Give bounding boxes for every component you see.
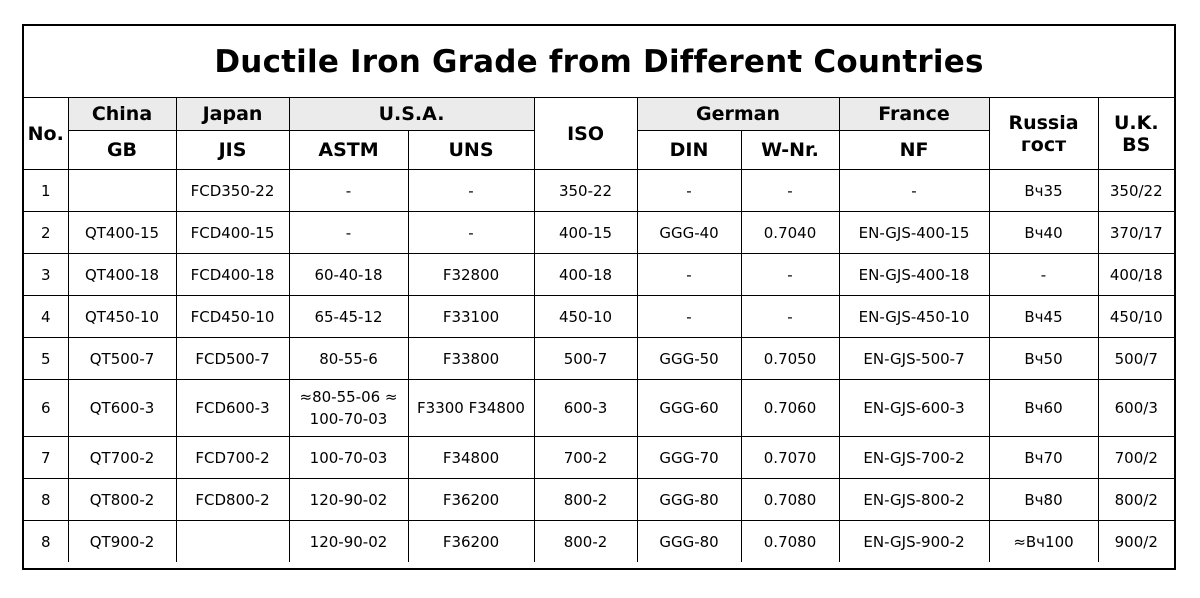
header-din: DIN xyxy=(637,131,741,170)
cell-din: GGG-50 xyxy=(637,338,741,380)
header-china: China xyxy=(68,98,176,131)
table-row xyxy=(24,380,1174,437)
cell-bs: 400/18 xyxy=(1098,254,1174,296)
cell-wnr: 0.7070 xyxy=(741,437,839,479)
cell-iso: 500-7 xyxy=(534,338,637,380)
cell-gost: Вч35 xyxy=(989,170,1098,212)
cell-uns: - xyxy=(408,212,534,254)
header-astm: ASTM xyxy=(289,131,408,170)
cell-iso: 800-2 xyxy=(534,479,637,521)
cell-gost: - xyxy=(989,254,1098,296)
cell-bs: 370/17 xyxy=(1098,212,1174,254)
cell-nf: - xyxy=(839,170,989,212)
cell-no: 7 xyxy=(24,437,68,479)
cell-jis xyxy=(176,521,289,563)
cell-astm: - xyxy=(289,212,408,254)
cell-gb xyxy=(68,170,176,212)
cell-jis: FCD400-18 xyxy=(176,254,289,296)
cell-din: GGG-70 xyxy=(637,437,741,479)
table-row xyxy=(24,479,1174,521)
table-row xyxy=(24,254,1174,296)
table-row xyxy=(24,212,1174,254)
header-gb: GB xyxy=(68,131,176,170)
cell-nf: EN-GJS-800-2 xyxy=(839,479,989,521)
cell-din: - xyxy=(637,296,741,338)
table-title: Ductile Iron Grade from Different Countries xyxy=(24,26,1174,98)
cell-wnr: - xyxy=(741,254,839,296)
cell-gb: QT900-2 xyxy=(68,521,176,563)
grade-table-frame xyxy=(22,24,1176,570)
cell-jis: FCD700-2 xyxy=(176,437,289,479)
cell-gost: ≈Вч100 xyxy=(989,521,1098,563)
cell-nf: EN-GJS-400-18 xyxy=(839,254,989,296)
cell-astm: 65-45-12 xyxy=(289,296,408,338)
cell-iso: 400-18 xyxy=(534,254,637,296)
cell-nf: EN-GJS-700-2 xyxy=(839,437,989,479)
cell-nf: EN-GJS-450-10 xyxy=(839,296,989,338)
header-usa: U.S.A. xyxy=(289,98,534,131)
cell-gost: Вч50 xyxy=(989,338,1098,380)
cell-astm: - xyxy=(289,170,408,212)
cell-bs: 700/2 xyxy=(1098,437,1174,479)
cell-nf: EN-GJS-900-2 xyxy=(839,521,989,563)
cell-uns: F34800 xyxy=(408,437,534,479)
cell-uns: F33800 xyxy=(408,338,534,380)
grade-table xyxy=(24,98,1174,562)
cell-iso: 400-15 xyxy=(534,212,637,254)
cell-wnr: 0.7040 xyxy=(741,212,839,254)
cell-astm: 60-40-18 xyxy=(289,254,408,296)
cell-no: 4 xyxy=(24,296,68,338)
table-row xyxy=(24,296,1174,338)
cell-din: - xyxy=(637,254,741,296)
cell-iso: 600-3 xyxy=(534,380,637,437)
cell-bs: 450/10 xyxy=(1098,296,1174,338)
cell-din: - xyxy=(637,170,741,212)
cell-gb: QT400-15 xyxy=(68,212,176,254)
cell-wnr: 0.7050 xyxy=(741,338,839,380)
header-iso: ISO xyxy=(534,98,637,170)
cell-din: GGG-40 xyxy=(637,212,741,254)
cell-iso: 350-22 xyxy=(534,170,637,212)
cell-wnr: 0.7080 xyxy=(741,521,839,563)
cell-gb: QT600-3 xyxy=(68,380,176,437)
cell-wnr: - xyxy=(741,296,839,338)
cell-din: GGG-80 xyxy=(637,521,741,563)
cell-astm: 120-90-02 xyxy=(289,479,408,521)
cell-gost: Вч60 xyxy=(989,380,1098,437)
header-row-countries xyxy=(24,98,1174,131)
cell-bs: 900/2 xyxy=(1098,521,1174,563)
cell-no: 1 xyxy=(24,170,68,212)
cell-wnr: 0.7080 xyxy=(741,479,839,521)
header-france: France xyxy=(839,98,989,131)
cell-gb: QT450-10 xyxy=(68,296,176,338)
cell-jis: FCD500-7 xyxy=(176,338,289,380)
cell-jis: FCD600-3 xyxy=(176,380,289,437)
header-german: German xyxy=(637,98,839,131)
header-uns: UNS xyxy=(408,131,534,170)
cell-jis: FCD350-22 xyxy=(176,170,289,212)
cell-no: 8 xyxy=(24,521,68,563)
table-row xyxy=(24,338,1174,380)
cell-wnr: - xyxy=(741,170,839,212)
header-uk: U.K. BS xyxy=(1098,98,1174,170)
cell-uns: F36200 xyxy=(408,479,534,521)
cell-gost: Вч80 xyxy=(989,479,1098,521)
cell-no: 6 xyxy=(24,380,68,437)
table-row xyxy=(24,170,1174,212)
header-nf: NF xyxy=(839,131,989,170)
cell-jis: FCD450-10 xyxy=(176,296,289,338)
cell-gost: Вч40 xyxy=(989,212,1098,254)
cell-gost: Вч70 xyxy=(989,437,1098,479)
header-jis: JIS xyxy=(176,131,289,170)
cell-no: 8 xyxy=(24,479,68,521)
cell-iso: 700-2 xyxy=(534,437,637,479)
header-no: No. xyxy=(24,98,68,170)
cell-iso: 800-2 xyxy=(534,521,637,563)
header-wnr: W-Nr. xyxy=(741,131,839,170)
table-row xyxy=(24,437,1174,479)
cell-nf: EN-GJS-500-7 xyxy=(839,338,989,380)
cell-astm: 120-90-02 xyxy=(289,521,408,563)
cell-uns: - xyxy=(408,170,534,212)
cell-nf: EN-GJS-600-3 xyxy=(839,380,989,437)
cell-bs: 350/22 xyxy=(1098,170,1174,212)
cell-din: GGG-60 xyxy=(637,380,741,437)
cell-nf: EN-GJS-400-15 xyxy=(839,212,989,254)
cell-gb: QT700-2 xyxy=(68,437,176,479)
cell-uns: F3300 F34800 xyxy=(408,380,534,437)
cell-jis: FCD400-15 xyxy=(176,212,289,254)
cell-din: GGG-80 xyxy=(637,479,741,521)
header-japan: Japan xyxy=(176,98,289,131)
cell-jis: FCD800-2 xyxy=(176,479,289,521)
cell-gost: Вч45 xyxy=(989,296,1098,338)
cell-no: 5 xyxy=(24,338,68,380)
cell-uns: F36200 xyxy=(408,521,534,563)
cell-uns: F32800 xyxy=(408,254,534,296)
cell-gb: QT500-7 xyxy=(68,338,176,380)
cell-astm: 80-55-6 xyxy=(289,338,408,380)
cell-astm: ≈80-55-06 ≈ 100-70-03 xyxy=(289,380,408,437)
cell-astm: 100-70-03 xyxy=(289,437,408,479)
cell-iso: 450-10 xyxy=(534,296,637,338)
cell-bs: 600/3 xyxy=(1098,380,1174,437)
cell-uns: F33100 xyxy=(408,296,534,338)
table-row xyxy=(24,521,1174,563)
cell-wnr: 0.7060 xyxy=(741,380,839,437)
cell-no: 2 xyxy=(24,212,68,254)
cell-bs: 500/7 xyxy=(1098,338,1174,380)
header-russia: Russia гост xyxy=(989,98,1098,170)
cell-bs: 800/2 xyxy=(1098,479,1174,521)
cell-gb: QT400-18 xyxy=(68,254,176,296)
cell-no: 3 xyxy=(24,254,68,296)
cell-gb: QT800-2 xyxy=(68,479,176,521)
